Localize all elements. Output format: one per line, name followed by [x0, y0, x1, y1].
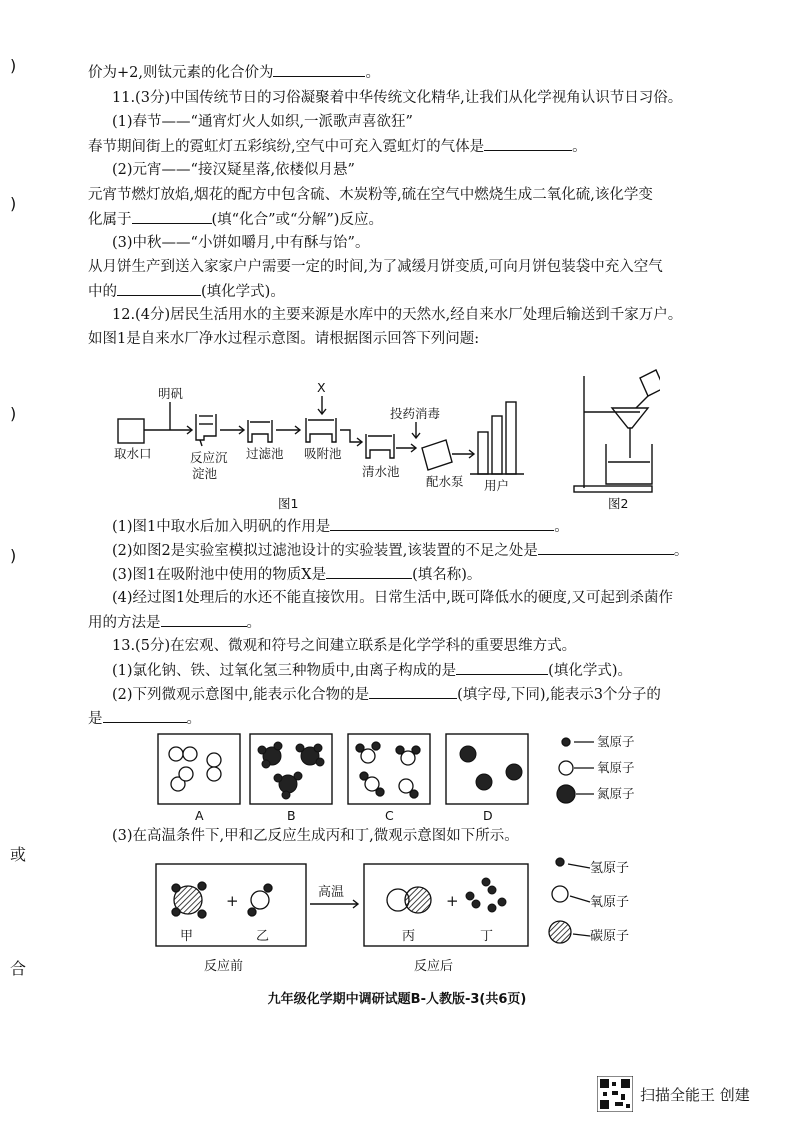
answer-blank [103, 708, 187, 723]
legend1-hydrogen: 氢原子 [597, 734, 635, 749]
water-treatment-figure [100, 362, 660, 514]
label-after: 反应后 [414, 959, 454, 974]
answer-blank [456, 660, 548, 675]
fig1-label-disinfect: 投药消毒 [390, 406, 441, 421]
reaction-diagram [146, 848, 676, 978]
q11-s1-title: (1)春节——“通宵灯火人如织,一派歌声喜欲狂” [112, 114, 413, 130]
fig1-label-intake: 取水口 [114, 446, 152, 461]
fig1-label-alum: 明矾 [158, 386, 184, 401]
adsorption-tank [306, 418, 336, 442]
fig1-label-reaction-a: 反应沉 [190, 450, 228, 465]
fig2-caption: 图2 [608, 496, 629, 511]
box-label-a: A [195, 808, 204, 823]
q12-p3: (3)图1在吸附池中使用的物质X是 (填名称)。 [112, 564, 481, 585]
box-label-d: D [483, 808, 493, 823]
fig1-label-filter: 过滤池 [246, 446, 284, 461]
q13-p2: (2)下列微观示意图中,能表示化合物的是 (填字母,下同),能表示3个分子的 [112, 684, 661, 705]
box-label-c: C [385, 808, 394, 823]
plus-sign: + [446, 892, 459, 910]
pump [422, 440, 452, 470]
user-building [478, 432, 488, 474]
q12-title-a: 12.(4分)居民生活用水的主要来源是水库中的天然水,经自来水厂处理后输送到千家万户。 [112, 307, 683, 323]
watermark-text: 扫描全能王 创建 [640, 1086, 750, 1104]
fig1-label-adsorption: 吸附池 [304, 446, 342, 461]
filter-tank [248, 420, 272, 442]
answer-blank [117, 281, 201, 296]
qr-code-icon [597, 1076, 633, 1112]
margin-mark: ) [10, 546, 17, 565]
answer-blank [330, 516, 554, 531]
condition-label: 高温 [318, 885, 345, 900]
margin-mark: ) [10, 194, 17, 213]
q12-p4-b: 用的方法是 。 [88, 612, 261, 633]
box-label-b: B [287, 808, 296, 823]
answer-blank [161, 612, 247, 627]
label-ding: 丁 [480, 929, 494, 944]
margin-mark: 或 [10, 845, 27, 864]
answer-blank [484, 136, 572, 151]
answer-blank [538, 540, 674, 555]
fig1-label-user: 用户 [484, 478, 510, 493]
q11-s2-text-a: 元宵节燃灯放焰,烟花的配方中包含硫、木炭粉等,硫在空气中燃烧生成二氧化硫,该化学变 [88, 187, 653, 203]
fig1-label-pump: 配水泵 [426, 474, 464, 489]
q12-p2: (2)如图2是实验室模拟过滤池设计的实验装置,该装置的不足之处是 。 [112, 540, 688, 561]
legend1-nitrogen: 氮原子 [597, 786, 635, 801]
q11-s2-text-b: 化属于 (填“化合”或“分解”)反应。 [88, 209, 383, 230]
intake-box [118, 419, 144, 443]
answer-blank [369, 684, 457, 699]
reaction-tank [196, 414, 216, 440]
q12-title-b: 如图1是自来水厂净水过程示意图。请根据图示回答下列问题: [88, 331, 480, 347]
legend1-oxygen: 氧原子 [597, 760, 635, 775]
label-yi: 乙 [256, 929, 270, 944]
page-footer: 九年级化学期中调研试题B-人教版-3(共6页) [267, 992, 527, 1007]
clear-water-tank [366, 434, 394, 458]
legend2-hydrogen: 氢原子 [590, 861, 630, 876]
margin-mark: ) [10, 56, 17, 75]
legend2-oxygen: 氧原子 [590, 895, 630, 910]
q13-p1: (1)氯化钠、铁、过氧化氢三种物质中,由离子构成的是 (填化学式)。 [112, 660, 632, 681]
q13-p2-c: 是 。 [88, 708, 201, 729]
q13-p3: (3)在高温条件下,甲和乙反应生成丙和丁,微观示意图如下所示。 [112, 828, 519, 844]
box-a [158, 734, 240, 804]
q11-s3-title: (3)中秋——“小饼如嚼月,中有酥与饴”。 [112, 235, 370, 251]
margin-mark: ) [10, 404, 17, 423]
q12-p1: (1)图1中取水后加入明矾的作用是 。 [112, 516, 569, 537]
answer-blank [326, 564, 412, 579]
q11-s3-text-a: 从月饼生产到送入家家户户需要一定的时间,为了减缓月饼变质,可向月饼包装袋中充入空气 [88, 259, 663, 275]
answer-blank [132, 209, 212, 224]
fig1-label-reaction-b: 淀池 [192, 466, 218, 481]
q11-s3-text-b: 中的 (填化学式)。 [88, 281, 285, 302]
answer-blank [273, 62, 365, 77]
margin-mark: 合 [10, 959, 27, 978]
label-before: 反应前 [204, 959, 244, 974]
fig1-label-clear: 清水池 [362, 464, 400, 479]
q13-title: 13.(5分)在宏观、微观和符号之间建立联系是化学学科的重要思维方式。 [112, 638, 577, 654]
label-jia: 甲 [180, 929, 194, 944]
q11-title: 11.(3分)中国传统节日的习俗凝聚着中华传统文化精华,让我们从化学视角认识节日习俗。 [112, 90, 683, 106]
plus-sign: + [226, 892, 239, 910]
q11-s2-title: (2)元宵——“接汉疑星落,依楼似月悬” [112, 162, 355, 178]
q12-p4-a: (4)经过图1处理后的水还不能直接饮用。日常生活中,既可降低水的硬度,又可起到杀菌作 [112, 590, 673, 606]
q10-line: 价为+2,则钛元素的化合价为 。 [88, 62, 380, 83]
legend2-carbon: 碳原子 [590, 929, 630, 944]
fig1-label-x: X [317, 380, 326, 395]
label-bing: 丙 [402, 929, 416, 944]
fig1-caption: 图1 [278, 496, 299, 511]
q11-s1-text: 春节期间街上的霓虹灯五彩缤纷,空气中可充入霓虹灯的气体是 。 [88, 136, 587, 157]
micro-diagrams [150, 728, 670, 824]
filtration-apparatus [574, 370, 660, 492]
